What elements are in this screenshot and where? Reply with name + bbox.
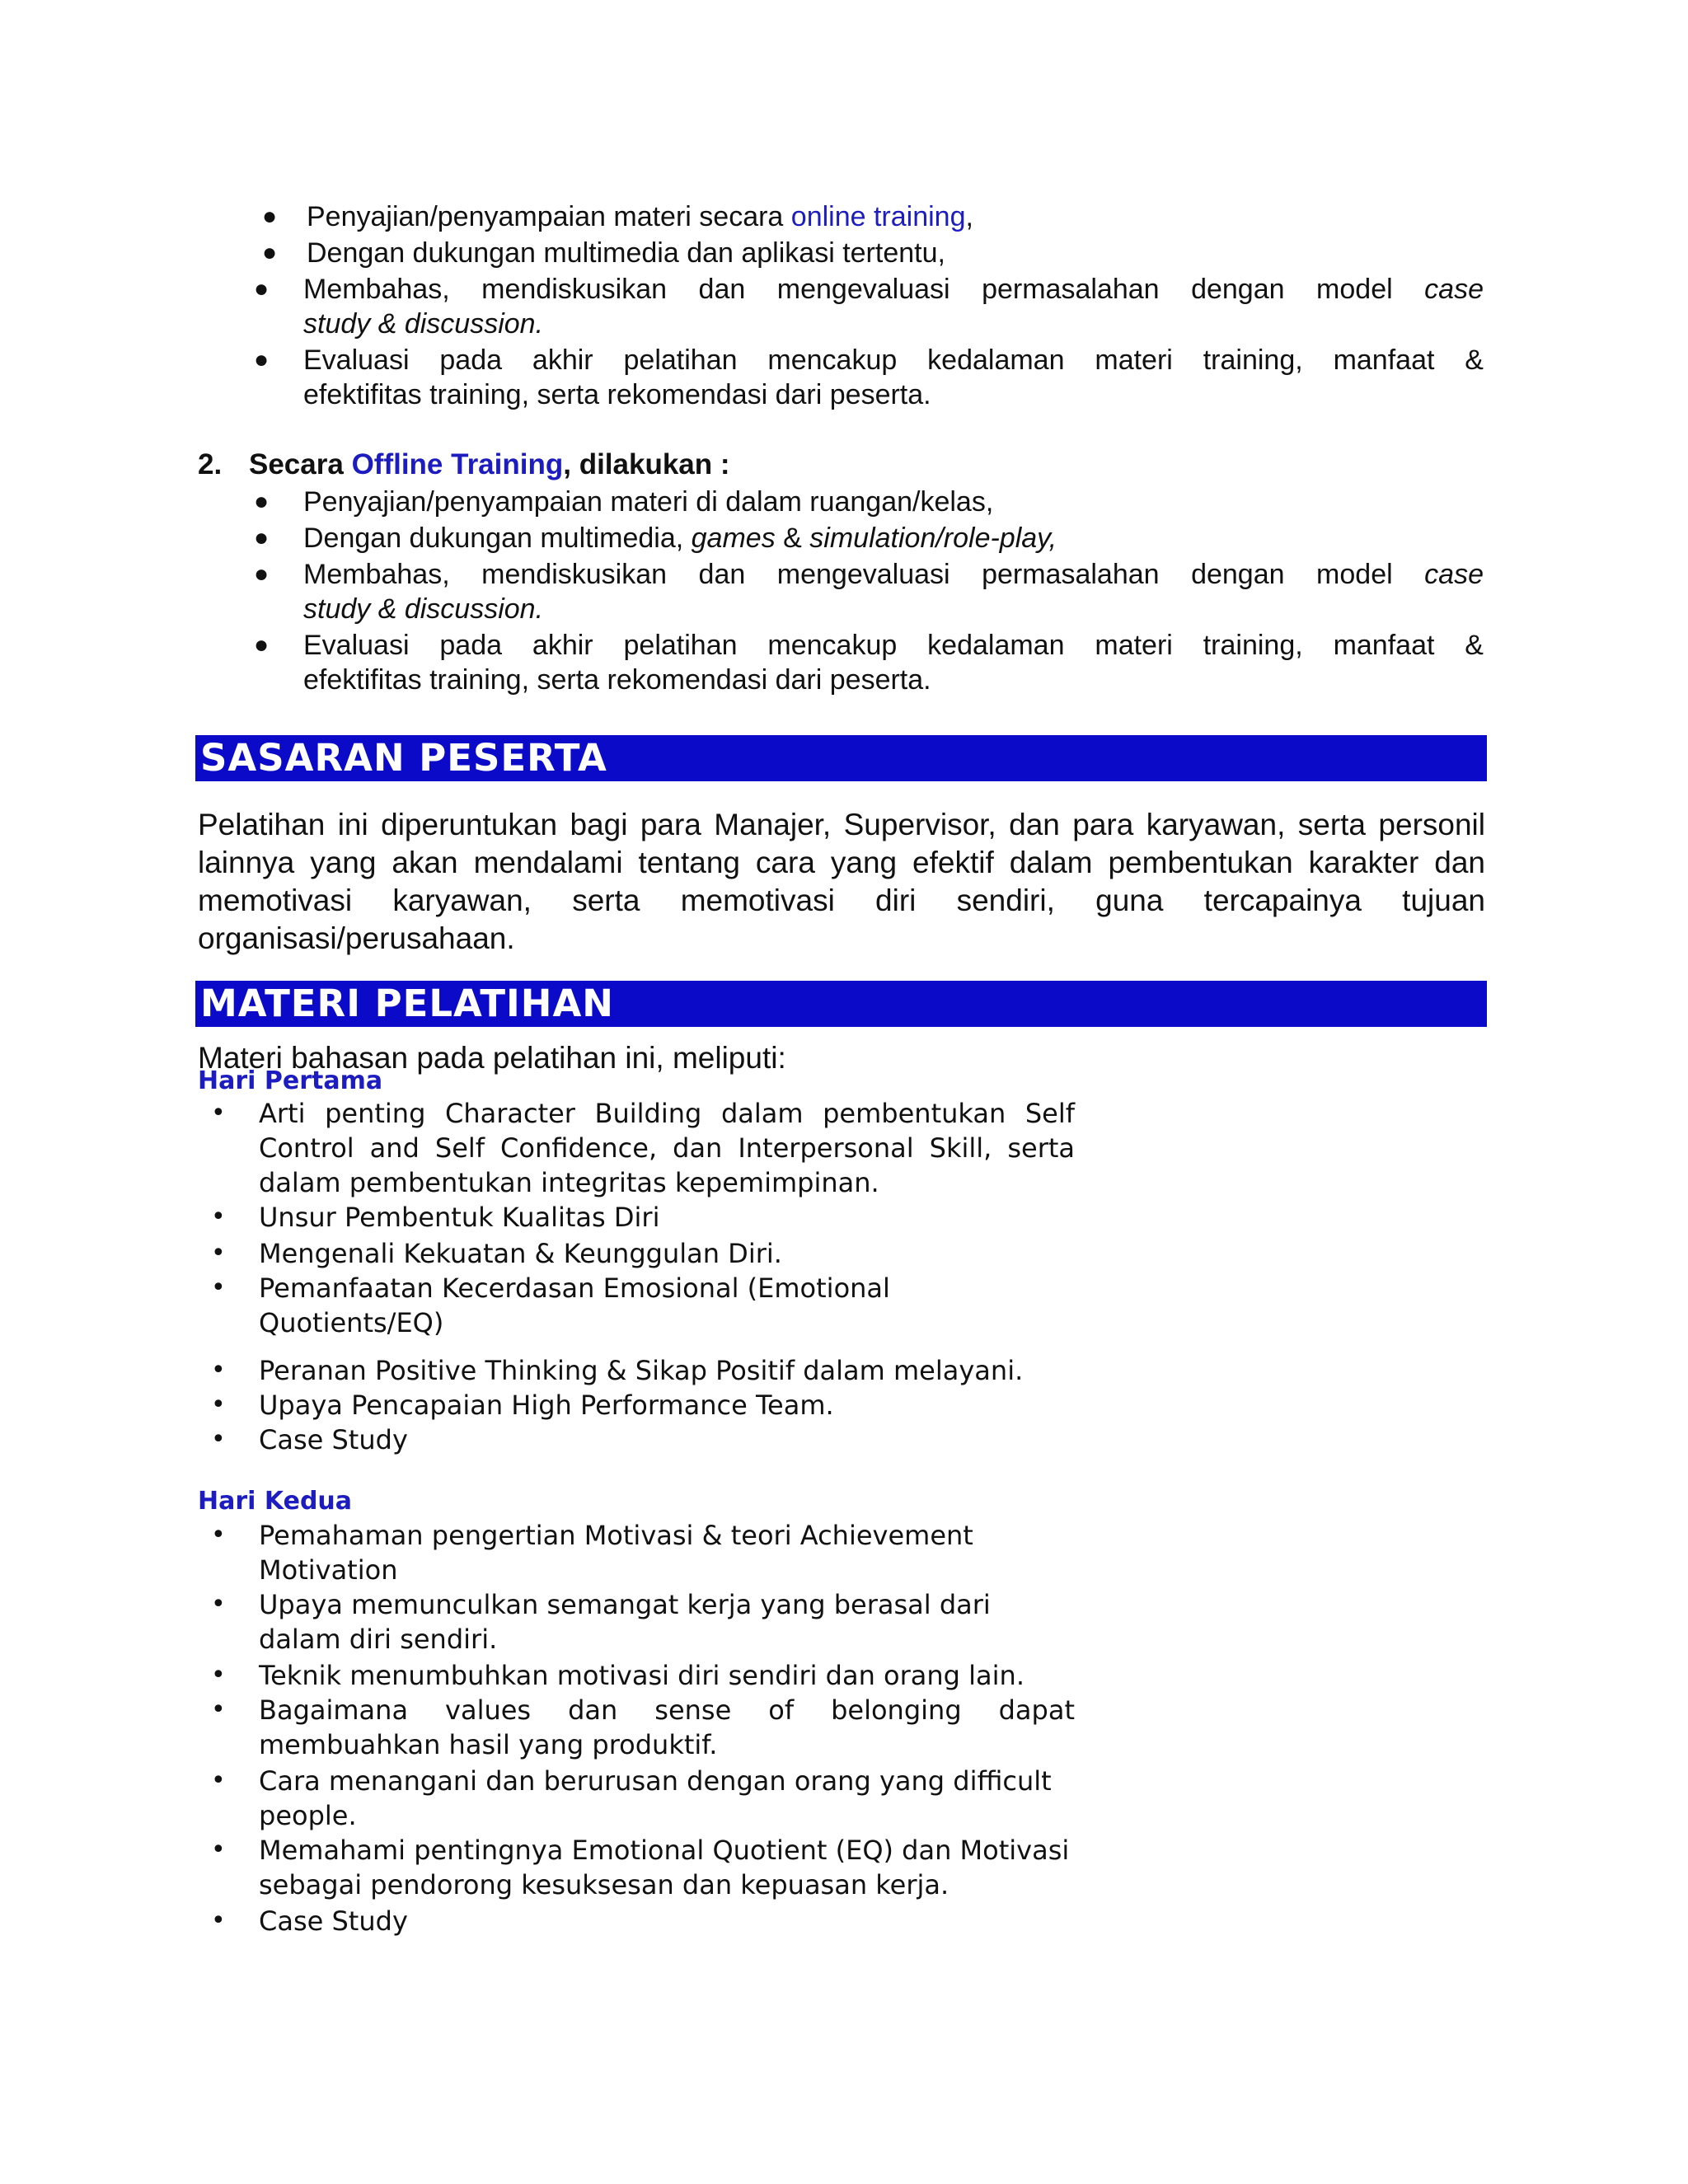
bullet-icon: • xyxy=(211,1661,226,1690)
text-segment: & xyxy=(775,523,810,554)
list-item-text: Dengan dukungan multimedia dan aplikasi tertentu, xyxy=(307,237,945,269)
list-item-text: Evaluasi pada akhir pelatihan mencakup kedalaman materi training, manfaat & xyxy=(303,630,1484,661)
heading-number: 2. xyxy=(198,448,223,480)
section-title: SASARAN PESERTA xyxy=(200,736,607,780)
section-header-materi xyxy=(195,981,1487,1027)
text-segment: , xyxy=(965,201,973,232)
list-item-text xyxy=(303,272,1484,307)
text-segment: case xyxy=(1424,274,1484,305)
list-item-text-continued: study & discussion. xyxy=(303,593,544,625)
list-item-text: Pemahaman pengertian Motivasi & teori Achievement Motivation xyxy=(259,1520,973,1586)
list-item-text: Pemanfaatan Kecerdasan Emosional (Emotional Quotients/EQ) xyxy=(259,1272,890,1338)
list-item-text-continued: study & discussion. xyxy=(303,308,544,340)
list-item-text-continued: efektifitas training, serta rekomendasi dari peserta. xyxy=(303,664,931,696)
bullet-icon: • xyxy=(211,1425,226,1454)
list-item-text xyxy=(307,199,1477,234)
bullet-icon: ● xyxy=(254,275,270,302)
bullet-icon: • xyxy=(211,1239,226,1268)
list-item-text: Cara menangani dan berurusan dengan orang yang difficult people. xyxy=(259,1765,1052,1831)
text-segment: Penyajian/penyampaian materi secara xyxy=(307,201,791,232)
day-one-heading: Hari Pertama xyxy=(198,1066,383,1095)
sasaran-paragraph: Pelatihan ini diperuntukan bagi para Manajer, Supervisor, dan para karyawan, serta personil lainnya yang akan mendalami tentang cara yang efektif dalam pembentukan karakter dan memotivasi karyawan, serta memotivasi diri sendiri, guna tercapainya tujuan organisasi/perusahaan. xyxy=(198,808,1485,955)
section-header-sasaran xyxy=(195,735,1487,781)
section-title: MATERI PELATIHAN xyxy=(200,982,614,1025)
day-two-heading: Hari Kedua xyxy=(198,1487,353,1516)
bullet-icon: • xyxy=(211,1695,226,1724)
bullet-icon: ● xyxy=(254,560,270,588)
bullet-icon: • xyxy=(211,1521,226,1549)
text-segment: Membahas, mendiskusikan dan mengevaluasi permasalahan dengan model xyxy=(303,559,1425,590)
materi-intro: Materi bahasan pada pelatihan ini, meliputi: xyxy=(198,1041,786,1075)
text-segment: Secara xyxy=(249,448,352,480)
text-segment: , dilakukan : xyxy=(563,448,730,480)
bullet-icon: • xyxy=(211,1099,226,1127)
list-item-text: Memahami pentingnya Emotional Quotient (EQ) dan Motivasi sebagai pendorong kesuksesan dan kepuasan kerja. xyxy=(259,1835,1070,1900)
text-segment: simulation/role-play, xyxy=(809,523,1057,554)
list-item-text: Teknik menumbuhkan motivasi diri sendiri dan orang lain. xyxy=(259,1660,1025,1691)
list-item-text: Upaya Pencapaian High Performance Team. xyxy=(259,1390,834,1421)
bullet-icon: • xyxy=(211,1356,226,1385)
list-item-text: Mengenali Kekuatan & Keunggulan Diri. xyxy=(259,1238,782,1269)
bullet-icon: • xyxy=(211,1590,226,1619)
list-item-text: Case Study xyxy=(259,1905,408,1937)
bullet-icon: ● xyxy=(262,239,278,266)
online-training-term: online training xyxy=(790,201,966,232)
bullet-icon: ● xyxy=(254,488,270,515)
list-item-text: Evaluasi pada akhir pelatihan mencakup kedalaman materi training, manfaat & xyxy=(303,344,1484,376)
list-item-text xyxy=(303,521,1484,555)
list-item-text: Peranan Positive Thinking & Sikap Positif dalam melayani. xyxy=(259,1355,1024,1386)
text-segment: Membahas, mendiskusikan dan mengevaluasi permasalahan dengan model xyxy=(303,274,1425,305)
bullet-icon: • xyxy=(211,1202,226,1231)
bullet-icon: • xyxy=(211,1273,226,1302)
offline-training-term: Offline Training xyxy=(351,448,564,480)
text-segment: games xyxy=(691,523,776,554)
text-segment: case xyxy=(1424,559,1484,590)
bullet-icon: ● xyxy=(254,631,270,658)
bullet-icon: ● xyxy=(254,524,270,551)
bullet-icon: • xyxy=(211,1766,226,1795)
list-item-text: Penyajian/penyampaian materi di dalam ruangan/kelas, xyxy=(303,486,994,518)
bullet-icon: • xyxy=(211,1390,226,1419)
list-item-text: Case Study xyxy=(259,1424,408,1455)
bullet-icon: • xyxy=(211,1906,226,1935)
list-item-text-continued: efektifitas training, serta rekomendasi dari peserta. xyxy=(303,379,931,410)
bullet-icon: • xyxy=(211,1835,226,1864)
offline-training-heading xyxy=(198,447,730,483)
list-item-text: Arti penting Character Building dalam pembentukan Self Control and Self Confidence, dan Interpersonal Skill, serta dalam pembentukan integritas kepemimpinan. xyxy=(259,1098,1075,1198)
list-item-text: Upaya memunculkan semangat kerja yang berasal dari dalam diri sendiri. xyxy=(259,1589,991,1655)
bullet-icon: ● xyxy=(262,203,278,230)
list-item-text: Unsur Pembentuk Kualitas Diri xyxy=(259,1202,660,1233)
text-segment: Dengan dukungan multimedia, xyxy=(303,523,692,554)
bullet-icon: ● xyxy=(254,346,270,373)
list-item-text: Bagaimana values dan sense of belonging dapat membuahkan hasil yang produktif. xyxy=(259,1694,1075,1760)
list-item-text xyxy=(303,557,1484,592)
